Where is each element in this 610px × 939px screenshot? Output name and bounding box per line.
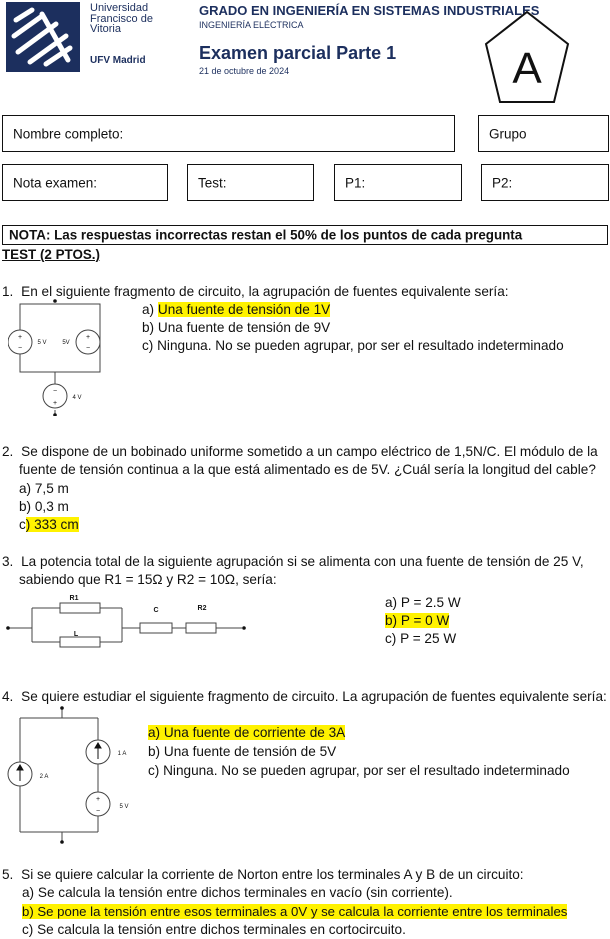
specialty: INGENIERÍA ELÉCTRICA (199, 20, 304, 30)
q4-circuit (4, 704, 139, 846)
q1-option-b[interactable]: b) Una fuente de tensión de 9V (142, 320, 331, 335)
degree-title: GRADO EN INGENIERÍA EN SISTEMAS INDUSTRIALES (199, 3, 540, 18)
svg-text:−: − (95, 808, 101, 815)
group-field[interactable]: Grupo (478, 115, 609, 152)
q5-option-b[interactable]: b) Se pone la tensión entre esos terminales a 0V y se calcula la corriente entre los terminales (22, 904, 568, 919)
question-5: 5. Si se quiere calcular la corriente de Norton entre los terminales A y B de un circuito: (2, 867, 524, 882)
svg-text:R1: R1 (69, 595, 79, 602)
question-2-line-2: fuente de tensión continua a la que está alimentado es de 5V. ¿Cuál sería la longitud del cable? (19, 462, 596, 477)
exam-title: Examen parcial Parte 1 (199, 43, 397, 63)
q3-circuit (4, 590, 249, 650)
q3-option-b[interactable]: b) P = 0 W (385, 613, 450, 628)
svg-text:5V: 5V (62, 340, 70, 346)
question-3-line-2: sabiendo que R1 = 15Ω y R2 = 10Ω, sería: (19, 572, 277, 587)
q1-option-c[interactable]: c) Ninguna. No se pueden agrupar, por ser el resultado indeterminado (142, 338, 564, 353)
q5-option-a[interactable]: a) Se calcula la tensión entre dichos terminales en vacío (sin corriente). (22, 885, 453, 900)
question-2: 2. Se dispone de un bobinado uniforme sometido a un campo eléctrico de 1,5N/C. El módulo de la (2, 444, 598, 459)
note-box: NOTA: Las respuestas incorrectas restan el 50% de los puntos de cada pregunta (2, 225, 608, 245)
q2-option-a[interactable]: a) 7,5 m (19, 481, 69, 496)
svg-text:L: L (73, 631, 79, 638)
p2-field[interactable]: P2: (481, 164, 609, 201)
question-3: 3. La potencia total de la siguiente agrupación si se alimenta con una fuente de tensión de 25 V, (2, 554, 584, 569)
p1-field[interactable]: P1: (334, 164, 462, 201)
q4-option-a[interactable]: a) Una fuente de corriente de 3A (148, 725, 346, 740)
q1-option-a[interactable]: a) Una fuente de tensión de 1V (142, 302, 331, 317)
campus-name: UFV Madrid (90, 55, 146, 66)
university-name: Universidad Francisco de Vitoria (90, 2, 153, 35)
q5-option-c[interactable]: c) Se calcula la tensión entre dichos terminales en cortocircuito. (22, 922, 406, 937)
question-1: 1. En el siguiente fragmento de circuito, la agrupación de fuentes equivalente sería: (2, 284, 509, 299)
svg-text:1 A: 1 A (117, 751, 127, 757)
svg-text:5 V: 5 V (37, 340, 47, 346)
version-letter: A (512, 44, 542, 93)
ufv-logo-mark-icon (6, 2, 80, 72)
svg-text:5 V: 5 V (119, 804, 129, 810)
test-field[interactable]: Test: (187, 164, 314, 201)
svg-text:+: + (95, 796, 101, 803)
q3-option-c[interactable]: c) P = 25 W (385, 631, 457, 646)
q3-option-a[interactable]: a) P = 2.5 W (385, 595, 461, 610)
q4-option-c[interactable]: c) Ninguna. No se pueden agrupar, por ser el resultado indeterminado (148, 763, 570, 778)
svg-text:2 A: 2 A (39, 774, 49, 780)
grade-field[interactable]: Nota examen: (2, 164, 168, 201)
svg-text:−: − (52, 388, 58, 395)
q1-circuit (8, 298, 118, 416)
q2-option-b[interactable]: b) 0,3 m (19, 499, 69, 514)
section-title: TEST (2 PTOS.) (2, 247, 100, 262)
svg-text:+: + (17, 334, 23, 341)
svg-text:+: + (85, 334, 91, 341)
ufv-logo (6, 2, 80, 72)
svg-text:−: − (17, 345, 23, 352)
svg-text:4 V: 4 V (72, 395, 82, 401)
q4-option-b[interactable]: b) Una fuente de tensión de 5V (148, 744, 337, 759)
exam-date: 21 de octubre de 2024 (199, 66, 290, 76)
svg-text:+: + (52, 400, 58, 407)
q2-option-c[interactable]: c) 333 cm (19, 517, 79, 532)
svg-text:−: − (85, 345, 91, 352)
svg-text:C: C (153, 607, 159, 614)
svg-text:R2: R2 (197, 605, 207, 612)
name-field[interactable]: Nombre completo: (2, 115, 455, 152)
question-4: 4. Se quiere estudiar el siguiente fragmento de circuito. La agrupación de fuentes equivalente sería: (2, 689, 607, 704)
